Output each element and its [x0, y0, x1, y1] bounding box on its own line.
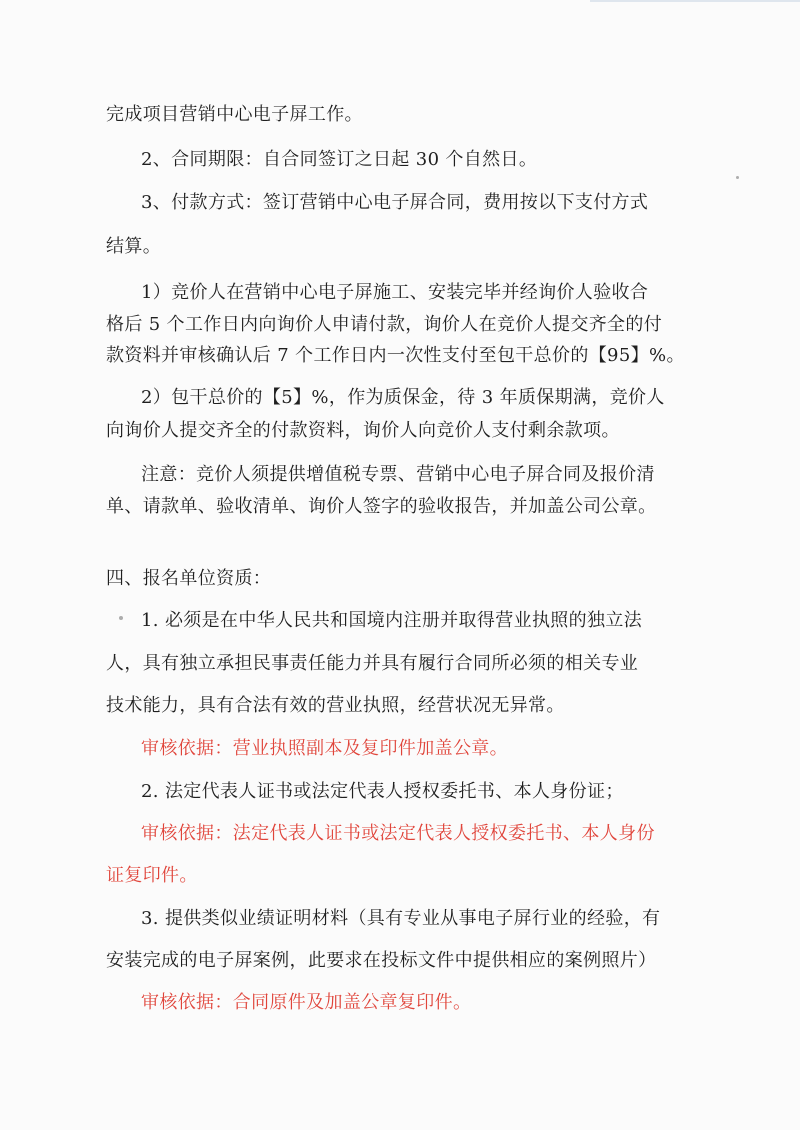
payment-item-1-line-3: 款资料并审核确认后 7 个工作日内一次性支付至包干总价的【95】%。: [106, 345, 685, 366]
scan-speck: [119, 616, 123, 620]
payment-item-2-line-2: 向询价人提交齐全的付款资料，询价人向竞价人支付剩余款项。: [106, 420, 620, 441]
payment-item-1-line-1: 1）竞价人在营销中心电子屏施工、安装完毕并经询价人验收合: [141, 282, 649, 303]
section-heading: 四、报名单位资质：: [106, 568, 272, 589]
contract-term-line: 2、合同期限：自合同签订之日起 30 个自然日。: [141, 149, 538, 170]
scan-edge: [590, 0, 800, 2]
review-basis-2-line-2: 证复印件。: [106, 865, 198, 886]
payment-method-line-2: 结算。: [106, 236, 162, 257]
review-basis-3: 审核依据：合同原件及加盖公章复印件。: [141, 992, 472, 1013]
qualification-1-line-3: 技术能力，具有合法有效的营业执照，经营状况无异常。: [106, 695, 565, 716]
scan-speck: [736, 176, 739, 179]
note-line-1: 注意：竞价人须提供增值税专票、营销中心电子屏合同及报价清: [141, 464, 655, 485]
review-basis-1: 审核依据：营业执照副本及复印件加盖公章。: [141, 738, 508, 759]
qualification-2-line-1: 2. 法定代表人证书或法定代表人授权委托书、本人身份证；: [141, 781, 624, 802]
note-line-2: 单、请款单、验收清单、询价人签字的验收报告，并加盖公司公章。: [106, 496, 657, 517]
payment-item-1-line-2: 格后 5 个工作日内向询价人申请付款，询价人在竞价人提交齐全的付: [106, 314, 663, 335]
review-basis-2-line-1: 审核依据：法定代表人证书或法定代表人授权委托书、本人身份: [141, 823, 655, 844]
qualification-3-line-2: 安装完成的电子屏案例，此要求在投标文件中提供相应的案例照片）: [106, 950, 657, 971]
qualification-1-line-2: 人，具有独立承担民事责任能力并具有履行合同所必须的相关专业: [106, 653, 639, 674]
payment-method-line: 3、付款方式：签订营销中心电子屏合同，费用按以下支付方式: [141, 192, 649, 213]
payment-item-2-line-1: 2）包干总价的【5】%，作为质保金，待 3 年质保期满，竞价人: [141, 387, 665, 408]
continued-paragraph-line: 完成项目营销中心电子屏工作。: [106, 104, 363, 125]
qualification-1-line-1: 1. 必须是在中华人民共和国境内注册并取得营业执照的独立法: [141, 610, 643, 631]
qualification-3-line-1: 3. 提供类似业绩证明材料（具有专业从事电子屏行业的经验，有: [141, 908, 661, 929]
